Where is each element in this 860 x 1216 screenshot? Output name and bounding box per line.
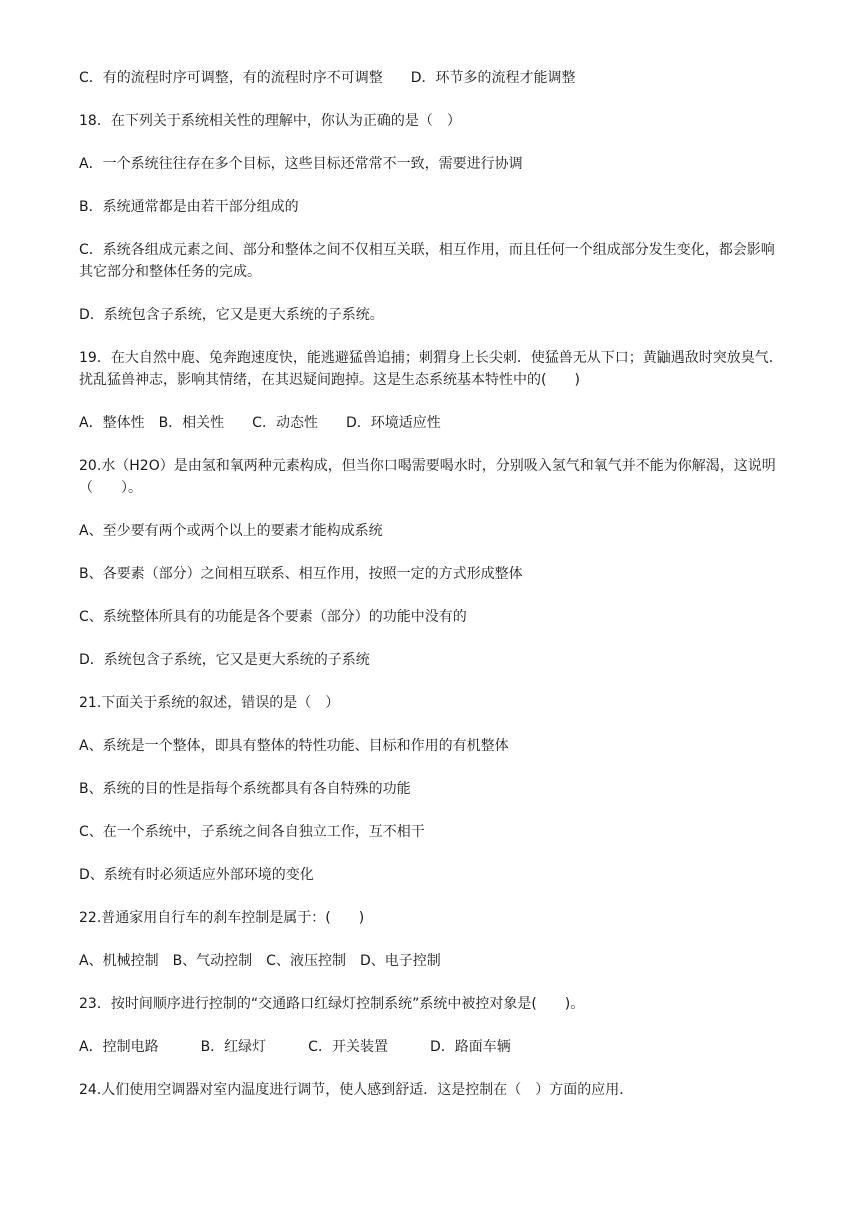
option-18c: C．系统各组成元素之间、部分和整体之间不仅相互关联，相互作用，而且任何一个组成部分发生变化，都会影响其它部分和整体任务的完成。 [79, 242, 775, 280]
option-17c-17d: C．有的流程时序可调整，有的流程时序不可调整 D．环节多的流程才能调整 [79, 70, 576, 86]
options-19: A．整体性 B．相关性 C．动态性 D．环境适应性 [79, 415, 441, 431]
options-23: A．控制电路 B．红绿灯 C．开关装置 D．路面车辆 [79, 1039, 511, 1055]
options-22: A、机械控制 B、气动控制 C、液压控制 D、电子控制 [79, 953, 441, 969]
question-23: 23．按时间顺序进行控制的“交通路口红绿灯控制系统”系统中被控对象是( )。 [79, 996, 585, 1012]
option-18a: A．一个系统往往存在多个目标，这些目标还常常不一致，需要进行协调 [79, 156, 523, 172]
option-18d: D．系统包含子系统，它又是更大系统的子系统。 [79, 307, 384, 323]
option-20a: A、至少要有两个或两个以上的要素才能构成系统 [79, 523, 383, 539]
question-19: 19．在大自然中鹿、兔奔跑速度快，能逃避猛兽追捕；刺猬身上长尖刺．使猛兽无从下口；黄鼬遇敌时突放臭气．扰乱猛兽神志，影响其情绪，在其迟疑间跑掉。这是生态系统基本特性中的( ) [79, 350, 783, 388]
question-20: 20.水（H2O）是由氢和氧两种元素构成，但当你口喝需要喝水时，分别吸入氢气和氧气并不能为你解渴，这说明（ ）。 [79, 458, 776, 496]
question-22: 22.普通家用自行车的刹车控制是属于：( ) [79, 910, 365, 926]
document-page [79, 67, 784, 1122]
option-20d: D．系统包含子系统，它又是更大系统的子系统 [79, 652, 370, 668]
question-24: 24.人们使用空调器对室内温度进行调节，使人感到舒适．这是控制在（ ）方面的应用． [79, 1082, 634, 1098]
option-20c: C、系统整体所具有的功能是各个要素（部分）的功能中没有的 [79, 609, 467, 625]
question-18: 18．在下列关于系统相关性的理解中，你认为正确的是（ ） [79, 113, 461, 129]
question-21: 21.下面关于系统的叙述，错误的是（ ） [79, 695, 340, 711]
option-18b: B．系统通常都是由若干部分组成的 [79, 199, 299, 215]
option-21d: D、系统有时必须适应外部环境的变化 [79, 867, 314, 883]
option-21b: B、系统的目的性是指每个系统都具有各自特殊的功能 [79, 781, 411, 797]
option-21a: A、系统是一个整体，即具有整体的特性功能、目标和作用的有机整体 [79, 738, 509, 754]
option-20b: B、各要素（部分）之间相互联系、相互作用，按照一定的方式形成整体 [79, 566, 523, 582]
option-21c: C、在一个系统中，子系统之间各自独立工作，互不相干 [79, 824, 425, 840]
